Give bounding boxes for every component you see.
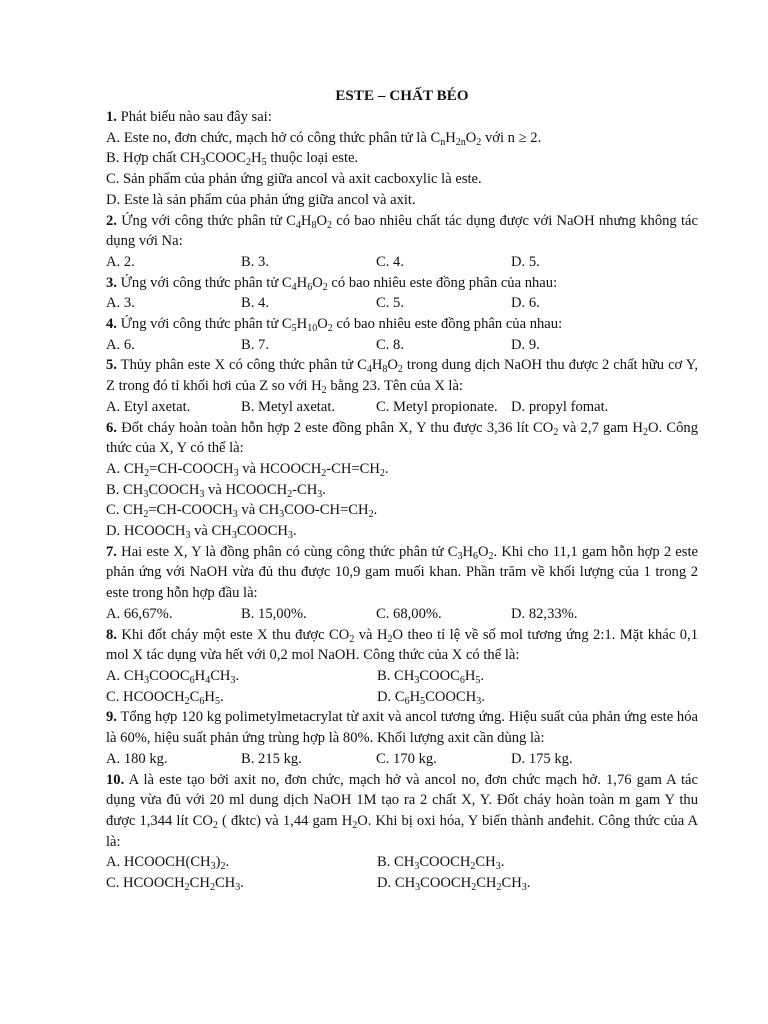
answer-option: A. 2. (106, 253, 135, 270)
question-stem (106, 211, 698, 252)
answer-option: A. $HCOOCH(CH_3)_2$. (106, 854, 230, 873)
question-number: 8. (106, 626, 117, 643)
answer-row (106, 749, 698, 770)
question-stem (106, 273, 698, 294)
question-text: Thủy phân este X có công thức phân tử $C_4H_8O_2$ trong dung dịch NaOH thu được 2 chất hữu cơ Y, Z trong đó tỉ khối hơi của Z so với $H_2$ bằng 23. Tên của X là: (106, 357, 699, 397)
answer-option: B. 7. (241, 336, 269, 353)
question-number: 4. (106, 316, 117, 333)
question-number: 7. (106, 543, 117, 560)
answer-option: B. 4. (241, 295, 269, 312)
answer-option: A. 180 kg. (106, 750, 168, 767)
question-number: 2. (106, 212, 117, 229)
answer-option: D. Este là sản phẩm của phản ứng giữa ancol và axit. (106, 191, 416, 208)
answer-option: A. $CH_2=CH-COOCH_3$ và $HCOOCH_2-CH=CH_2$. (106, 460, 389, 479)
answer-option: B. 215 kg. (241, 750, 302, 767)
question-number: 6. (106, 419, 117, 436)
question-stem (106, 107, 698, 128)
answer-option: A. 3. (106, 295, 135, 312)
answer-row (106, 293, 698, 314)
question-text: Phát biểu nào sau đây sai: (120, 109, 272, 125)
question-block (106, 211, 698, 273)
answer-row (106, 852, 698, 873)
answer-option: D. 5. (511, 253, 540, 270)
question-number: 1. (106, 109, 117, 125)
answer-option: A. $CH_3COOC_6H_4CH_3$. (106, 667, 240, 686)
question-block (106, 418, 698, 542)
answer-row (106, 397, 698, 418)
answer-option: C. $CH_2=CH-COOCH_3$ và $CH_3COO-CH=CH_2$. (106, 502, 378, 521)
answer-option: C. Metyl propionate. (376, 398, 498, 415)
question-text: Khi đốt cháy một este X thu được $CO_2$ và $H_2O$ theo tỉ lệ về số mol tương ứng 2:1. Mặt khác 0,1 mol X tác dụng vừa hết với 0,2 mol NaOH. Công thức của X có thể là: (106, 626, 698, 664)
question-block (106, 770, 698, 894)
answer-option: D. 9. (511, 336, 540, 353)
question-text: Hai este X, Y là đồng phân có cùng công thức phân tử $C_3H_6O_2$. Khi cho 11,1 gam hỗn hợp 2 este phản ứng với NaOH vừa đủ thu được 10,9 gam muối khan. Phần trăm về khối lượng của 1 trong 2 este trong hỗn hợp đầu là: (106, 543, 698, 602)
answer-row (106, 666, 698, 687)
answer-option: C. 8. (376, 336, 404, 353)
answer-option: D. 6. (511, 295, 540, 312)
document-title: ESTE – CHẤT BÉO (335, 88, 469, 104)
question-text: Tổng hợp 120 kg polimetylmetacrylat từ axit và ancol tương ứng. Hiệu suất của phản ứng este hóa là 60%, hiệu suất phản ứng trùng hợp là 80%. Khối lượng axit cần dùng là: (106, 709, 699, 747)
answer-option: C. 4. (376, 253, 404, 270)
answer-option: B. 15,00%. (241, 605, 307, 622)
answer-option: D. 82,33%. (511, 605, 578, 622)
question-block (106, 273, 698, 314)
question-number: 3. (106, 274, 117, 291)
answer-option: C. $HCOOCH_2C_6H_5$. (106, 688, 224, 707)
answer-option: B. Hợp chất $CH_3COOC_2H_5$ thuộc loại este. (106, 150, 359, 169)
answer-row (106, 687, 698, 708)
answer-option: B. $CH_3COOCH_3$ và $HCOOCH_2-CH_3$. (106, 481, 326, 500)
question-stem (106, 355, 698, 396)
answer-option: D. $HCOOCH_3$ và $CH_3COOCH_3$. (106, 523, 297, 542)
question-text: Đốt cháy hoàn toàn hỗn hợp 2 este đồng phân X, Y thu được 3,36 lít $CO_2$ và 2,7 gam $H_2O$. Công thức của X, Y có thể là: (106, 419, 698, 457)
question-text: Ứng với công thức phân tử $C_4H_6O_2$ có bao nhiêu este đồng phân của nhau: (120, 274, 558, 293)
answer-option: C. 5. (376, 295, 404, 312)
answer-option: A. 6. (106, 336, 135, 353)
answer-option: B. $CH_3COOCH_2CH_3$. (377, 854, 505, 873)
answer-option: D. $CH_3COOCH_2CH_2CH_3$. (377, 875, 531, 894)
answer-option: A. 66,67%. (106, 605, 173, 622)
answer-row (106, 335, 698, 356)
question-block (106, 625, 698, 708)
question-block (106, 107, 698, 211)
question-block (106, 542, 698, 625)
answer-option: B. $CH_3COOC_6H_5$. (377, 667, 485, 686)
question-stem (106, 707, 698, 748)
answer-option: B. Metyl axetat. (241, 398, 336, 415)
answer-option: C. 170 kg. (376, 750, 437, 767)
answer-row (106, 604, 698, 625)
answer-option: B. 3. (241, 253, 269, 270)
question-block (106, 314, 698, 355)
answer-option: D. propyl fomat. (511, 398, 609, 415)
answer-option: C. Sản phẩm của phản ứng giữa ancol và axit cacboxylic là este. (106, 171, 482, 188)
question-stem (106, 770, 698, 853)
question-number: 5. (106, 357, 117, 374)
answer-option: C. $HCOOCH_2CH_2CH_3$. (106, 875, 244, 894)
answer-option: C. 68,00%. (376, 605, 442, 622)
question-number: 9. (106, 709, 117, 726)
answer-option: D. 175 kg. (511, 750, 573, 767)
answer-option: D. $C_6H_5COOCH_3$. (377, 688, 485, 707)
question-stem (106, 314, 698, 335)
question-block (106, 707, 698, 769)
question-stem (106, 418, 698, 459)
question-list (106, 107, 698, 894)
question-block (106, 355, 698, 417)
question-text: Ứng với công thức phân tử $C_4H_8O_2$ có bao nhiêu chất tác dụng được với NaOH nhưng không tác dụng với Na: (106, 212, 698, 250)
question-stem (106, 542, 698, 604)
answer-option: A. Este no, đơn chức, mạch hở có công thức phân tử là $C_nH_{2n}O_2$ với n ≥ 2. (106, 129, 542, 148)
answer-row (106, 252, 698, 273)
question-text: Ứng với công thức phân tử $C_5H_{10}O_2$ có bao nhiêu este đồng phân của nhau: (120, 316, 563, 335)
answer-row (106, 873, 698, 894)
answer-option: A. Etyl axetat. (106, 398, 191, 415)
question-stem (106, 625, 698, 666)
question-number: 10. (106, 771, 125, 788)
question-text: A là este tạo bởi axit no, đơn chức, mạch hở và ancol no, đơn chức mạch hở. 1,76 gam A tác dụng vừa đủ với 20 ml dung dịch NaOH 1M tạo ra 2 chất X, Y. Đốt cháy hoàn toàn m gam Y thu được 1,344 lít $CO_2$ ( đktc) và 1,44 gam $H_2O$. Khi bị oxi hóa, Y biến thành anđehit. Công thức của A là: (106, 771, 698, 850)
